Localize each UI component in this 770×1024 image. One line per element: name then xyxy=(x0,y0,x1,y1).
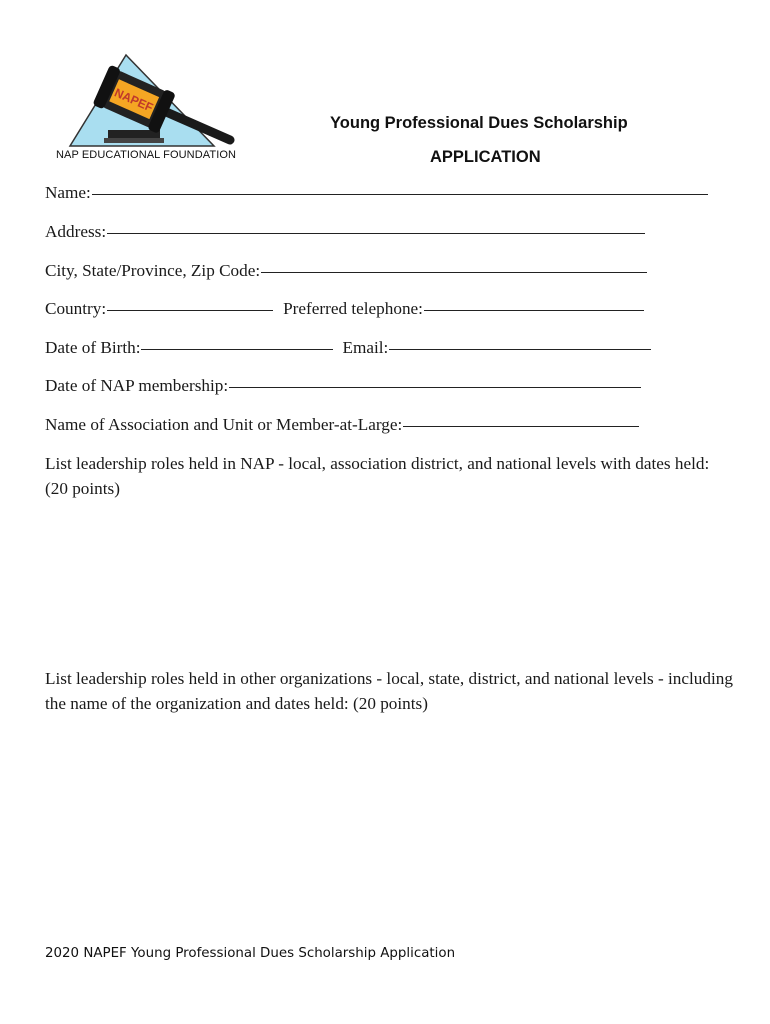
name-label: Name: xyxy=(45,183,91,202)
address-row xyxy=(45,220,645,244)
preferred-telephone-label: Preferred telephone: xyxy=(283,299,423,318)
page-subtitle: APPLICATION xyxy=(430,148,541,166)
logo-caption: NAP EDUCATIONAL FOUNDATION xyxy=(56,149,237,161)
email-field[interactable] xyxy=(389,348,651,350)
association-unit-row xyxy=(45,413,639,437)
nap-membership-label: Date of NAP membership: xyxy=(45,376,229,395)
name-row xyxy=(45,181,708,205)
page-footer: 2020 NAPEF Young Professional Dues Scholarship Application xyxy=(45,946,456,961)
svg-text:NAPEF: NAPEF xyxy=(112,85,156,115)
page-title: Young Professional Dues Scholarship xyxy=(330,114,628,132)
city-state-zip-field[interactable] xyxy=(261,271,647,273)
country-label: Country: xyxy=(45,299,107,318)
name-field[interactable] xyxy=(92,193,708,195)
address-label: Address: xyxy=(45,222,107,241)
address-field[interactable] xyxy=(107,232,645,234)
date-of-birth-field[interactable] xyxy=(141,348,333,350)
other-roles-question: List leadership roles held in other organizations - local, state, district, and national levels - including the name of the organization and dates held: (20 points) xyxy=(45,669,733,713)
email-label: Email: xyxy=(342,338,389,357)
city-state-zip-label: City, State/Province, Zip Code: xyxy=(45,261,261,280)
dob-email-row xyxy=(45,336,651,360)
association-unit-label: Name of Association and Unit or Member-at-Large: xyxy=(45,415,403,434)
country-phone-row xyxy=(45,297,644,321)
association-unit-field[interactable] xyxy=(403,425,639,427)
city-state-zip-row xyxy=(45,259,647,283)
date-of-birth-label: Date of Birth: xyxy=(45,338,141,357)
nap-roles-question: List leadership roles held in NAP - local, association district, and national levels with dates held: (20 points) xyxy=(45,454,710,498)
country-field[interactable] xyxy=(107,309,273,311)
nap-membership-row xyxy=(45,374,641,398)
nap-membership-field[interactable] xyxy=(229,386,641,388)
preferred-telephone-field[interactable] xyxy=(424,309,644,311)
